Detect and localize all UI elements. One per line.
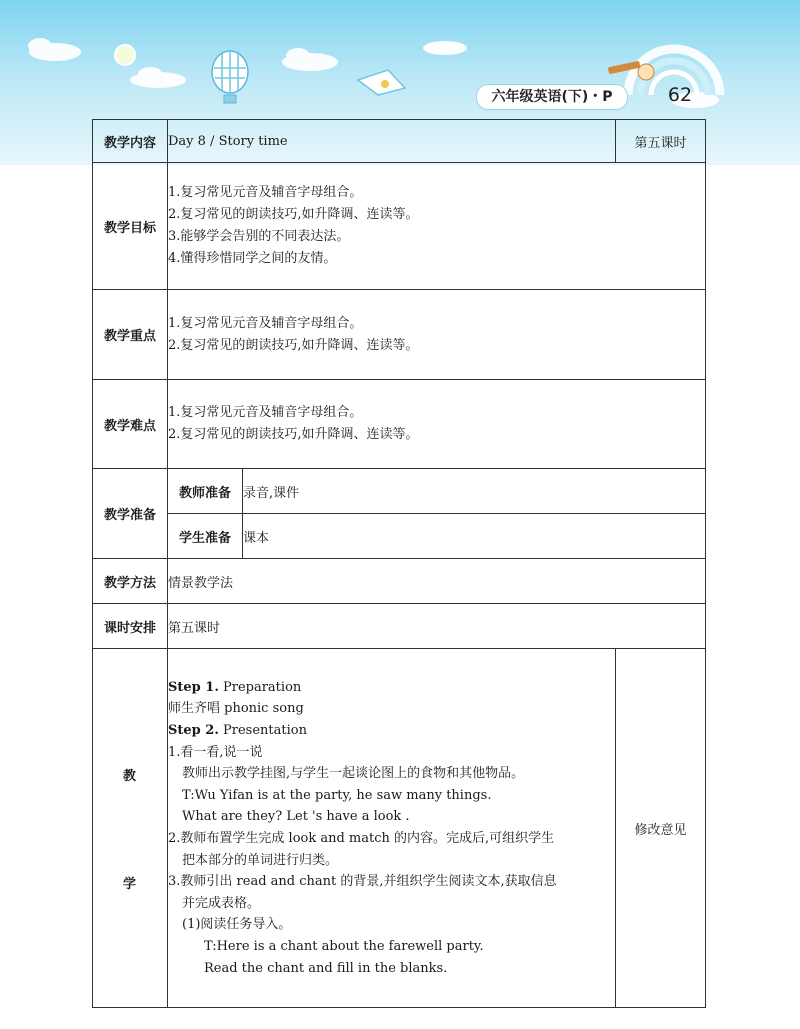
student-prep-value: 课本: [243, 514, 706, 559]
row-preparation-student: [93, 514, 706, 559]
process-line: Read the chant and fill in the blanks.: [204, 960, 448, 976]
process-line: What are they? Let 's have a look .: [182, 809, 410, 825]
key-points-list: [168, 290, 706, 380]
lesson-plan-table: [92, 119, 706, 1008]
label-teaching-content: 教学内容: [93, 120, 168, 163]
hot-air-balloon-icon: [212, 51, 248, 103]
list-item: 2.复习常见的朗读技巧,如升降调、连读等。: [168, 427, 419, 442]
remarks-column: 修改意见: [616, 649, 706, 1008]
row-preparation-teacher: [93, 469, 706, 514]
row-teaching-goals: [93, 163, 706, 290]
process-label-char: 学: [123, 877, 137, 892]
list-item: 1.复习常见元音及辅音字母组合。: [168, 185, 363, 200]
process-line: 1.看一看,说一说: [168, 744, 263, 760]
label-teaching-method: 教学方法: [93, 559, 168, 604]
row-teaching-content: [93, 120, 706, 163]
label-key-points: 教学重点: [93, 290, 168, 380]
period-label: 第五课时: [616, 120, 706, 163]
row-difficulties: [93, 380, 706, 469]
row-key-points: [93, 290, 706, 380]
page-number: 62: [667, 84, 693, 106]
label-teaching-goals: 教学目标: [93, 163, 168, 290]
row-teaching-process: [93, 649, 706, 1008]
book-title-badge: 六年级英语(下)・P: [476, 84, 628, 110]
process-label-char: 教: [123, 769, 137, 784]
process-line: 师生齐唱 phonic song: [168, 701, 304, 717]
label-preparation: 教学准备: [93, 469, 168, 559]
list-item: 1.复习常见元音及辅音字母组合。: [168, 405, 363, 420]
difficulties-list: [168, 380, 706, 469]
list-item: 2.复习常见的朗读技巧,如升降调、连读等。: [168, 337, 419, 353]
teacher-prep-value: 录音,课件: [243, 469, 706, 514]
process-line: 并完成表格。: [182, 895, 261, 911]
teaching-goals-list: [168, 163, 706, 290]
schedule-value: 第五课时: [168, 604, 706, 649]
row-schedule: [93, 604, 706, 649]
list-item: 3.能够学会告别的不同表达法。: [168, 229, 350, 244]
row-teaching-method: [93, 559, 706, 604]
cloud-icon: [423, 41, 467, 55]
list-item: 4.懂得珍惜同学之间的友情。: [168, 251, 337, 266]
kite-bird-icon: [358, 70, 405, 95]
process-line: 教师出示教学挂图,与学生一起谈论图上的食物和其他物品。: [182, 766, 525, 782]
label-schedule: 课时安排: [93, 604, 168, 649]
teaching-method-value: 情景教学法: [168, 559, 706, 604]
process-line: 2.教师布置学生完成 look and match 的内容。完成后,可组织学生: [168, 831, 555, 846]
list-item: 1.复习常见元音及辅音字母组合。: [168, 315, 363, 331]
sun-icon: [115, 45, 135, 65]
process-line: T:Wu Yifan is at the party, he saw many things.: [182, 787, 492, 803]
label-teacher-prep: 教师准备: [168, 469, 243, 514]
teaching-process-content: [168, 649, 616, 1008]
process-line: T:Here is a chant about the farewell party.: [204, 938, 484, 954]
label-difficulties: 教学难点: [93, 380, 168, 469]
label-student-prep: 学生准备: [168, 514, 243, 559]
process-line: 3.教师引出 read and chant 的背景,并组织学生阅读文本,获取信息: [168, 874, 557, 890]
label-teaching-process: [93, 649, 168, 1008]
process-line: 把本部分的单词进行归类。: [182, 852, 339, 868]
list-item: 2.复习常见的朗读技巧,如升降调、连读等。: [168, 207, 419, 222]
teaching-content-value: Day 8 / Story time: [168, 120, 616, 163]
step-2-line: Step 2. Presentation: [168, 723, 307, 739]
step-1-line: Step 1. Preparation: [168, 679, 302, 695]
process-line: (1)阅读任务导入。: [182, 917, 292, 933]
